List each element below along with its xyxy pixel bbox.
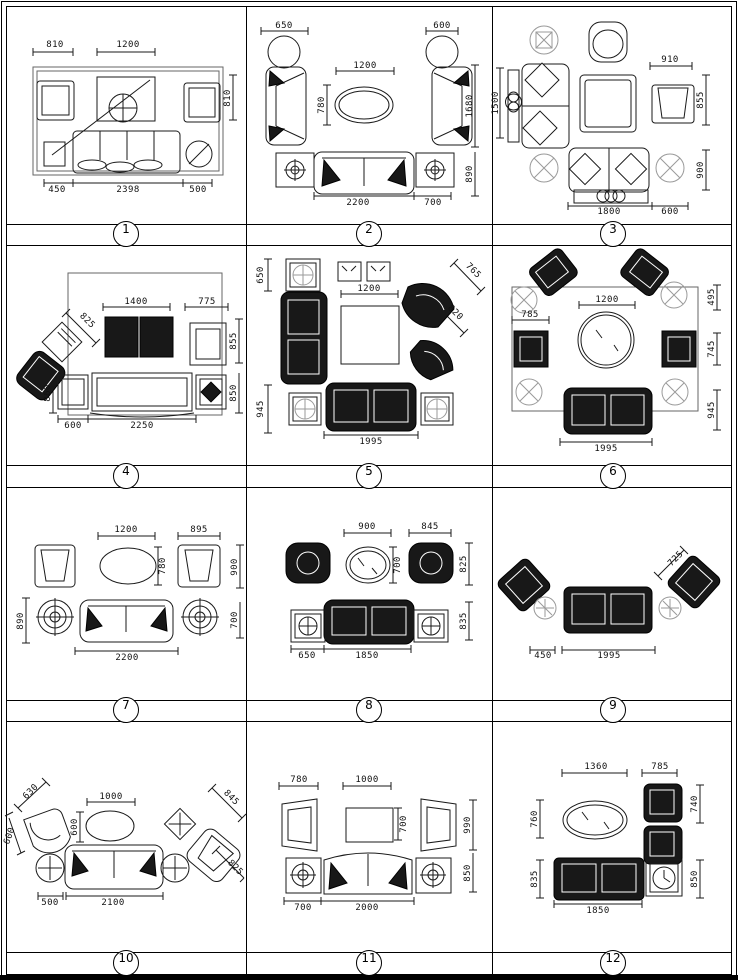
dimension-label: 760: [530, 810, 540, 828]
dimension-label: 820: [445, 303, 465, 323]
dimension-label: 1200: [116, 40, 140, 50]
dimension-label: 2000: [355, 903, 379, 913]
dimension-label: 855: [696, 91, 706, 109]
sheet-number-badge: 3: [600, 221, 626, 247]
layout-cell-2: [246, 0, 492, 224]
dimension-label: 860: [43, 384, 53, 402]
layout-cell-6: [492, 245, 738, 465]
dimension-label: 765: [463, 261, 483, 281]
dimension-label: 700: [393, 556, 403, 574]
dimension-label: 500: [41, 898, 59, 908]
sheet-number-badge: 5: [356, 463, 382, 489]
layout-cell-4: [0, 245, 246, 465]
dimension-label: 700: [399, 815, 409, 833]
dimension-label: 900: [230, 558, 240, 576]
layout-cell-11: [246, 720, 492, 952]
dimension-label: 810: [46, 40, 64, 50]
dimension-label: 2200: [346, 198, 370, 208]
sheet-number-badge: 9: [600, 697, 626, 723]
dimension-label: 785: [651, 762, 669, 772]
dimension-label: 630: [21, 782, 41, 802]
dimension-label: 700: [230, 611, 240, 629]
dimension-label: 990: [463, 816, 473, 834]
dimension-label: 495: [707, 288, 717, 306]
dimension-label: 945: [707, 401, 717, 419]
furniture-drawing-5: [246, 245, 492, 465]
sheet-bottom-border: [0, 975, 738, 980]
dimension-label: 600: [70, 818, 80, 836]
dimension-label: 700: [424, 198, 442, 208]
dimension-label: 900: [696, 161, 706, 179]
furniture-drawing-9: [492, 480, 738, 700]
dimension-label: 810: [223, 89, 233, 107]
layout-cell-7: [0, 480, 246, 700]
dimension-label: 1000: [99, 792, 123, 802]
sheet-number-badge: 11: [356, 950, 382, 976]
sheet-number-badge: 6: [600, 463, 626, 489]
dimension-label: 1360: [584, 762, 608, 772]
dimension-label: 650: [275, 21, 293, 31]
layout-cell-12: [492, 720, 738, 952]
dimension-label: 780: [317, 96, 327, 114]
dimension-label: 700: [294, 903, 312, 913]
dimension-label: 2200: [115, 653, 139, 663]
dimension-label: 890: [465, 165, 475, 183]
dimension-label: 780: [290, 775, 308, 785]
dimension-label: 780: [158, 557, 168, 575]
sheet-number-badge: 8: [356, 697, 382, 723]
layout-cell-8: [246, 480, 492, 700]
dimension-label: 1680: [465, 94, 475, 118]
dimension-label: 890: [16, 612, 26, 630]
sheet-number-badge: 12: [600, 950, 626, 976]
dimension-label: 825: [225, 858, 245, 878]
dimension-label: 600: [64, 421, 82, 431]
furniture-drawing-2: [246, 0, 492, 224]
dimension-label: 845: [221, 788, 241, 808]
furniture-drawing-4: [0, 245, 246, 465]
layout-cell-1: [0, 0, 246, 224]
dimension-label: 855: [229, 332, 239, 350]
dimension-label: 1200: [353, 61, 377, 71]
dimension-label: 895: [190, 525, 208, 535]
dimension-label: 725: [666, 549, 686, 569]
dimension-label: 835: [530, 870, 540, 888]
dimension-label: 785: [521, 310, 539, 320]
dimension-label: 1850: [586, 906, 610, 916]
dimension-label: 850: [463, 864, 473, 882]
dimension-label: 600: [2, 826, 18, 846]
furniture-drawing-10: [0, 720, 246, 952]
furniture-drawing-7: [0, 480, 246, 700]
dimension-label: 1000: [355, 775, 379, 785]
dimension-label: 1200: [114, 525, 138, 535]
dimension-label: 2398: [116, 185, 140, 195]
dimension-label: 745: [707, 340, 717, 358]
layout-cell-3: [492, 0, 738, 224]
dimension-label: 740: [690, 795, 700, 813]
dimension-label: 775: [198, 297, 216, 307]
dimension-label: 1500: [491, 91, 501, 115]
dimension-label: 1995: [594, 444, 618, 454]
dimension-label: 1200: [357, 284, 381, 294]
dimension-label: 650: [256, 266, 266, 284]
dimension-label: 600: [433, 21, 451, 31]
dimension-label: 850: [690, 870, 700, 888]
dimension-label: 2100: [101, 898, 125, 908]
dimension-label: 910: [661, 55, 679, 65]
dimension-label: 900: [358, 522, 376, 532]
sheet-number-badge: 2: [356, 221, 382, 247]
dimension-label: 600: [661, 207, 679, 217]
dimension-label: 835: [459, 612, 469, 630]
dimension-label: 825: [77, 311, 97, 331]
dimension-label: 1800: [597, 207, 621, 217]
furniture-drawing-6: [492, 245, 738, 465]
sheet-number-badge: 1: [113, 221, 139, 247]
layout-cell-5: [246, 245, 492, 465]
furniture-drawing-11: [246, 720, 492, 952]
dimension-label: 1995: [359, 437, 383, 447]
dimension-label: 1995: [597, 651, 621, 661]
furniture-drawing-3: [492, 0, 738, 224]
sheet-number-badge: 4: [113, 463, 139, 489]
sheet-number-badge: 10: [113, 950, 139, 976]
dimension-label: 500: [189, 185, 207, 195]
dimension-label: 1200: [595, 295, 619, 305]
dimension-label: 1850: [355, 651, 379, 661]
dimension-label: 845: [421, 522, 439, 532]
dimension-label: 2250: [130, 421, 154, 431]
furniture-drawing-12: [492, 720, 738, 952]
dimension-label: 1400: [124, 297, 148, 307]
furniture-drawing-8: [246, 480, 492, 700]
dimension-label: 850: [229, 384, 239, 402]
dimension-label: 450: [48, 185, 66, 195]
dimension-label: 650: [298, 651, 316, 661]
layout-cell-10: [0, 720, 246, 952]
sheet-number-badge: 7: [113, 697, 139, 723]
dimension-label: 450: [534, 651, 552, 661]
layout-cell-9: [492, 480, 738, 700]
dimension-label: 945: [256, 400, 266, 418]
dimension-label: 825: [459, 555, 469, 573]
